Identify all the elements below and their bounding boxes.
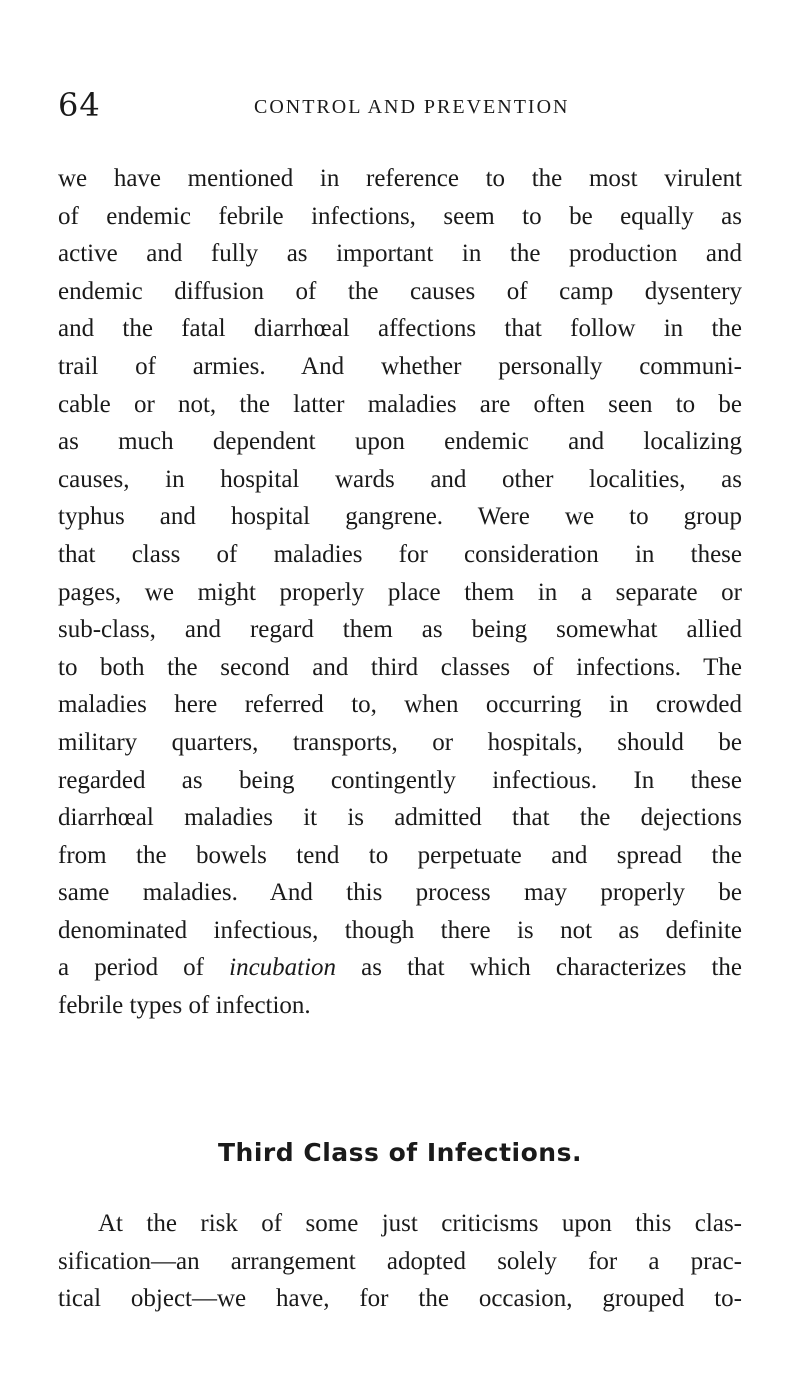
text-fragment: a period of <box>58 954 230 982</box>
text-line: sification—an arrangement adopted solely for a prac- <box>58 1247 742 1275</box>
text-line: diarrhœal maladies it is admitted that the dejections <box>58 804 742 832</box>
text-line: febrile types of infection. <box>58 992 311 1020</box>
text-line: active and fully as important in the production and <box>58 240 742 268</box>
paragraph-1 <box>58 160 742 1025</box>
text-line: At the risk of some just criticisms upon this clas- <box>98 1210 742 1237</box>
text-line: typhus and hospital gangrene. Were we to group <box>58 503 742 531</box>
running-head <box>58 88 742 122</box>
text-line: and the fatal diarrhœal affections that follow in the <box>58 315 742 343</box>
text-line: endemic diffusion of the causes of camp dysentery <box>58 277 742 305</box>
running-head-title: CONTROL AND PREVENTION <box>254 96 570 118</box>
text-line: we have mentioned in reference to the most virulent <box>58 165 742 192</box>
paragraph-2 <box>58 1205 742 1318</box>
text-line: cable or not, the latter maladies are often seen to be <box>58 390 742 418</box>
text-line: pages, we might properly place them in a separate or <box>58 578 742 606</box>
text-line: regarded as being contingently infectious. In these <box>58 766 742 794</box>
text-line: same maladies. And this process may properly be <box>58 879 742 907</box>
text-line: causes, in hospital wards and other localities, as <box>58 465 742 493</box>
text-line: maladies here referred to, when occurring in crowded <box>58 691 742 719</box>
text-line: military quarters, transports, or hospitals, should be <box>58 728 742 756</box>
text-line: of endemic febrile infections, seem to be equally as <box>58 202 742 230</box>
text-line: that class of maladies for consideration in these <box>58 540 742 568</box>
text-fragment: as that which characterizes the <box>336 954 742 982</box>
text-line: as much dependent upon endemic and localizing <box>58 428 742 456</box>
section-heading: Third Class of Infections. <box>218 1138 582 1167</box>
text-line-with-italic <box>58 949 742 987</box>
text-line: sub-class, and regard them as being somewhat allied <box>58 616 742 644</box>
text-line: denominated infectious, though there is not as definite <box>58 916 742 944</box>
italic-term: incubation <box>229 954 337 982</box>
text-line: from the bowels tend to perpetuate and spread the <box>58 841 742 869</box>
text-line: tical object—we have, for the occasion, grouped to- <box>58 1285 742 1313</box>
text-line: to both the second and third classes of infections. The <box>58 653 742 681</box>
page-number: 64 <box>58 86 101 124</box>
text-line: trail of armies. And whether personally communi- <box>58 352 742 380</box>
